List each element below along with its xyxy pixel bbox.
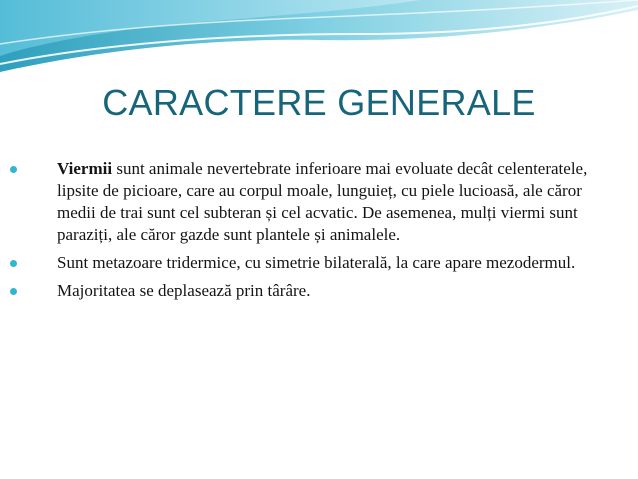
header-wave-decoration xyxy=(0,0,638,80)
bullet-dot-icon xyxy=(10,260,17,267)
bullet-item xyxy=(40,252,620,274)
bullet-text: sunt animale nevertebrate inferioare mai evoluate decât celenteratele, lipsite de picioare, care au corpul moale, lunguieț, cu piele lucioasă, ale căror medii de trai sunt cel subteran și cel acvatic. De asemenea, mulți viermi sunt paraziți, ale căror gazde sunt plantele și animalele. xyxy=(57,159,588,244)
slide-title: CARACTERE GENERALE xyxy=(102,82,536,123)
bullet-item xyxy=(40,158,620,246)
bullet-text: Majoritatea se deplasează prin târâre. xyxy=(57,281,311,300)
bullet-item xyxy=(40,280,620,302)
bullet-dot-icon xyxy=(10,288,17,295)
bullet-lead: Viermii xyxy=(57,159,113,178)
bullet-text: Sunt metazoare tridermice, cu simetrie bilaterală, la care apare mezodermul. xyxy=(57,253,576,272)
bullet-dot-icon xyxy=(10,166,17,173)
bullet-list xyxy=(40,158,620,308)
